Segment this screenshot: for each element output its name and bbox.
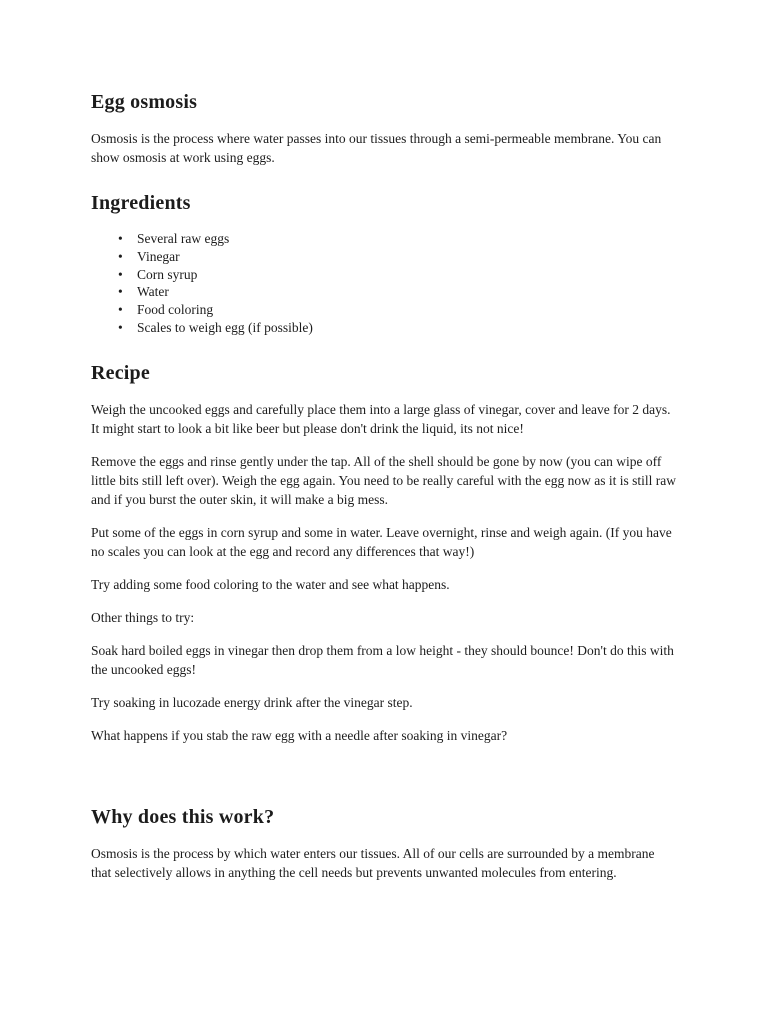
- bullet-icon: •: [118, 231, 123, 246]
- list-item: [118, 319, 677, 337]
- list-item: [118, 266, 677, 284]
- list-item-text: Scales to weigh egg (if possible): [137, 319, 313, 335]
- bullet-icon: •: [118, 284, 123, 300]
- list-item-text: Food coloring: [137, 302, 214, 318]
- why-paragraph: Osmosis is the process by which water enters our tissues. All of our cells are surrounded by a membrane that selectively allows in anything the cell needs but prevents unwanted molecules from entering.: [91, 845, 655, 880]
- list-item-text: Several raw eggs: [137, 231, 230, 246]
- list-item-text: Corn syrup: [137, 266, 198, 282]
- list-item-text: Vinegar: [137, 248, 180, 264]
- recipe-paragraph: Weigh the uncooked eggs and carefully place them into a large glass of vinegar, cover and leave for 2 days. It might start to look a bit like beer but please don't drink the liquid, its not nice!: [91, 401, 671, 436]
- list-item: [118, 301, 677, 319]
- bullet-icon: •: [118, 319, 123, 335]
- recipe-paragraph: Try adding some food coloring to the water and see what happens.: [91, 576, 450, 592]
- intro-paragraph: Osmosis is the process where water passes into our tissues through a semi-permeable membrane. You can show osmosis at work using eggs.: [91, 131, 662, 165]
- list-item: [118, 283, 677, 301]
- list-item: [118, 248, 677, 266]
- ingredients-list: [91, 230, 677, 337]
- bullet-icon: •: [118, 266, 123, 282]
- bullet-icon: •: [118, 302, 123, 318]
- recipe-paragraph: Soak hard boiled eggs in vinegar then drop them from a low height - they should bounce! Don't do this with the uncooked eggs!: [91, 642, 674, 677]
- recipe-heading: Recipe: [91, 361, 150, 384]
- why-heading: Why does this work?: [91, 805, 275, 828]
- recipe-paragraph: Remove the eggs and rinse gently under the tap. All of the shell should be gone by now (you can wipe off little bits still left over). Weigh the egg again. You need to be really careful with the egg now as it is still raw and if you burst the outer skin, it will make a big mess.: [91, 453, 677, 507]
- recipe-paragraph: Put some of the eggs in corn syrup and some in water. Leave overnight, rinse and weigh again. (If you have no scales you can look at the egg and record any differences that way!): [91, 524, 672, 559]
- recipe-paragraph: Other things to try:: [91, 609, 195, 625]
- recipe-paragraph: Try soaking in lucozade energy drink after the vinegar step.: [91, 694, 413, 710]
- list-item: [118, 230, 677, 248]
- ingredients-heading: Ingredients: [91, 192, 191, 214]
- bullet-icon: •: [118, 248, 123, 264]
- recipe-paragraph: What happens if you stab the raw egg with a needle after soaking in vinegar?: [91, 727, 508, 743]
- document-title: Egg osmosis: [91, 91, 198, 113]
- list-item-text: Water: [137, 284, 169, 300]
